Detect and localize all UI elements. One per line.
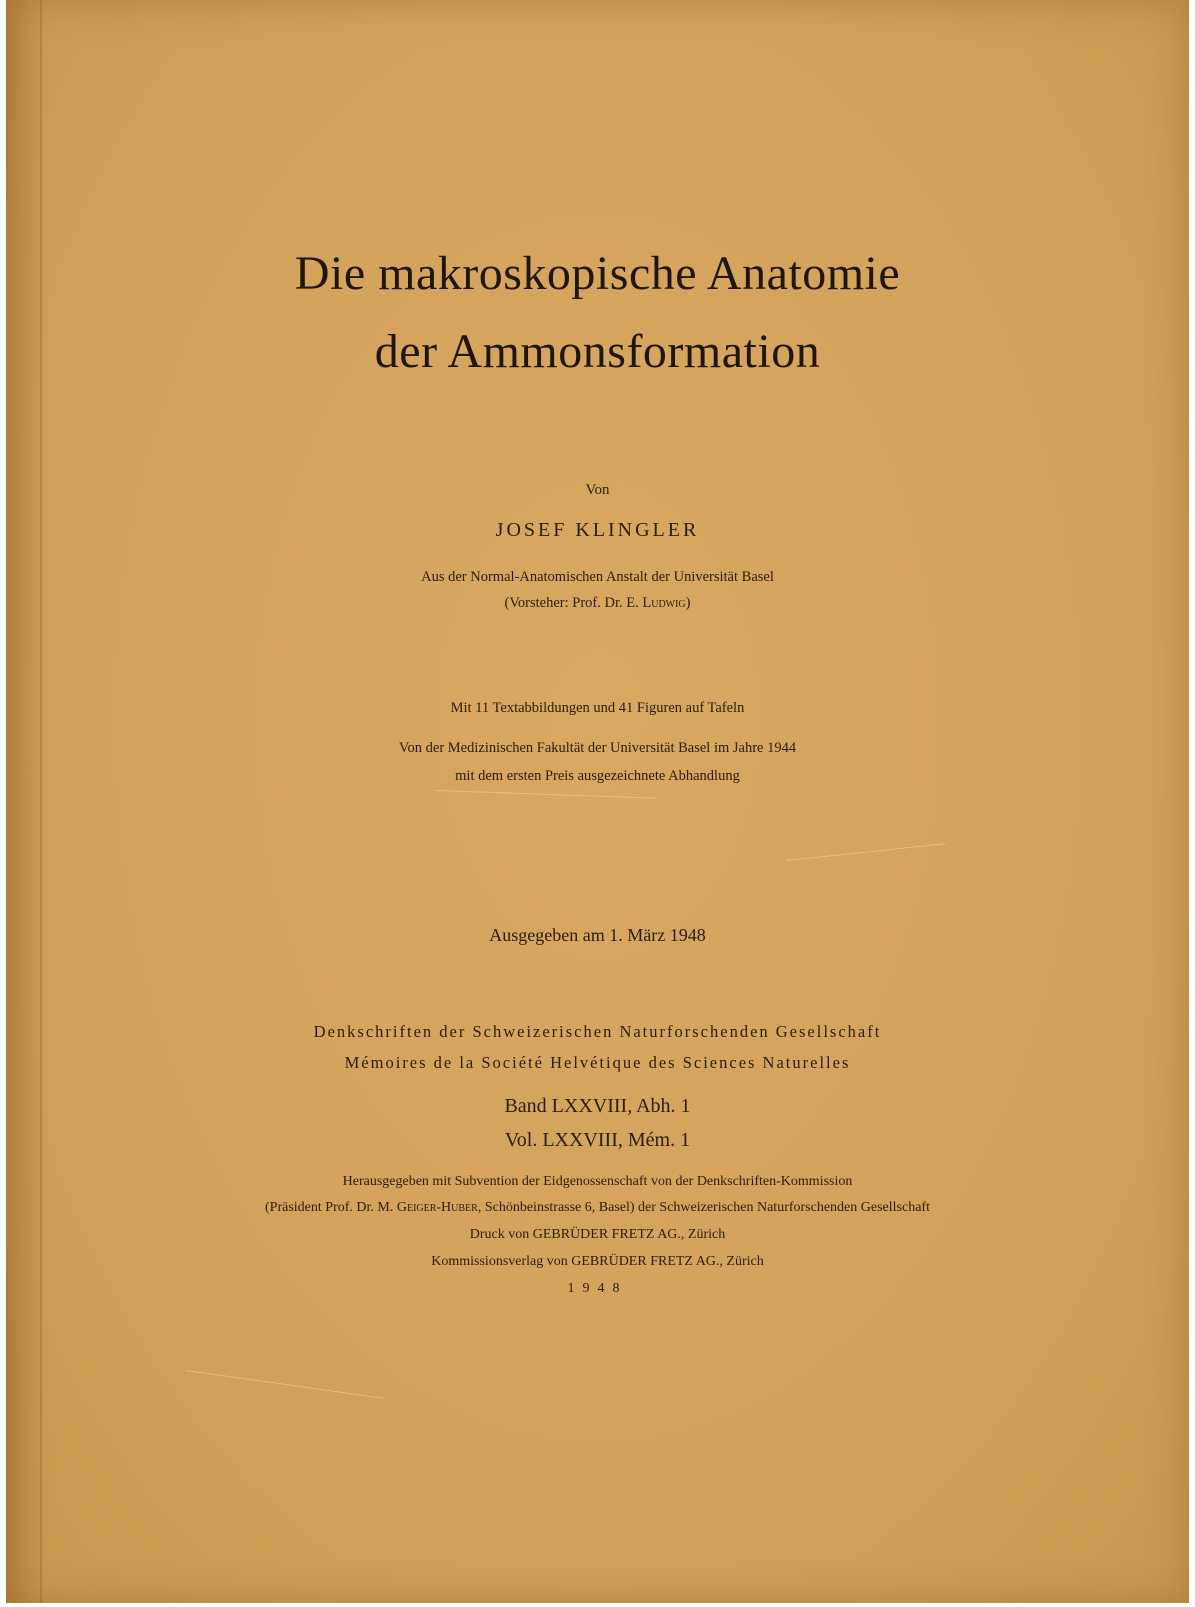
band-number: Band LXXVIII, Abh. 1 bbox=[504, 1095, 691, 1117]
director-prefix: (Vorsteher: Prof. Dr. E. bbox=[504, 595, 639, 611]
author-name: JOSEF KLINGLER bbox=[495, 519, 700, 541]
title-line-1: Die makroskopische Anatomie bbox=[294, 247, 901, 300]
paper-scratch bbox=[186, 1370, 384, 1399]
paper-scratch bbox=[436, 790, 656, 799]
imprint-president-prefix: (Präsident Prof. Dr. M. bbox=[265, 1200, 394, 1215]
publication-year: 1948 bbox=[567, 1281, 628, 1296]
imprint-president-suffix: , Schönbeinstrasse 6, Basel) der Schweizerischen Naturforschenden Gesellschaft bbox=[477, 1200, 930, 1215]
award-line-2: mit dem ersten Preis ausgezeichnete Abhandlung bbox=[455, 768, 740, 784]
title-line-2: der Ammonsformation bbox=[374, 325, 821, 378]
volume-number: Vol. LXXVIII, Mém. 1 bbox=[504, 1129, 691, 1151]
imprint-line-1: Herausgegeben mit Subvention der Eidgenossenschaft von der Denkschriften-Kommission bbox=[342, 1174, 853, 1189]
imprint-president-name: Geiger-Huber bbox=[396, 1200, 478, 1215]
book-cover bbox=[6, 0, 1189, 1603]
cover-spine-fold bbox=[40, 0, 42, 1603]
series-french: Mémoires de la Société Helvétique des Sciences Naturelles bbox=[344, 1053, 851, 1072]
paper-scratch bbox=[786, 843, 945, 861]
byline-von: Von bbox=[585, 482, 610, 498]
issue-date: Ausgegeben am 1. März 1948 bbox=[489, 925, 706, 945]
imprint-line-2 bbox=[6, 1200, 1189, 1216]
director-name: Ludwig bbox=[642, 595, 686, 611]
award-line-1: Von der Medizinischen Fakultät der Universität Basel im Jahre 1944 bbox=[398, 740, 797, 756]
director-suffix: ) bbox=[685, 595, 691, 611]
director bbox=[6, 595, 1189, 612]
printer: Druck von GEBRÜDER FRETZ AG., Zürich bbox=[469, 1227, 726, 1242]
figures-note: Mit 11 Textabbildungen und 41 Figuren auf Tafeln bbox=[450, 700, 745, 716]
institution: Aus der Normal-Anatomischen Anstalt der Universität Basel bbox=[421, 569, 774, 585]
publisher: Kommissionsverlag von GEBRÜDER FRETZ AG., Zürich bbox=[431, 1254, 764, 1269]
series-german: Denkschriften der Schweizerischen Naturforschenden Gesellschaft bbox=[313, 1022, 882, 1041]
